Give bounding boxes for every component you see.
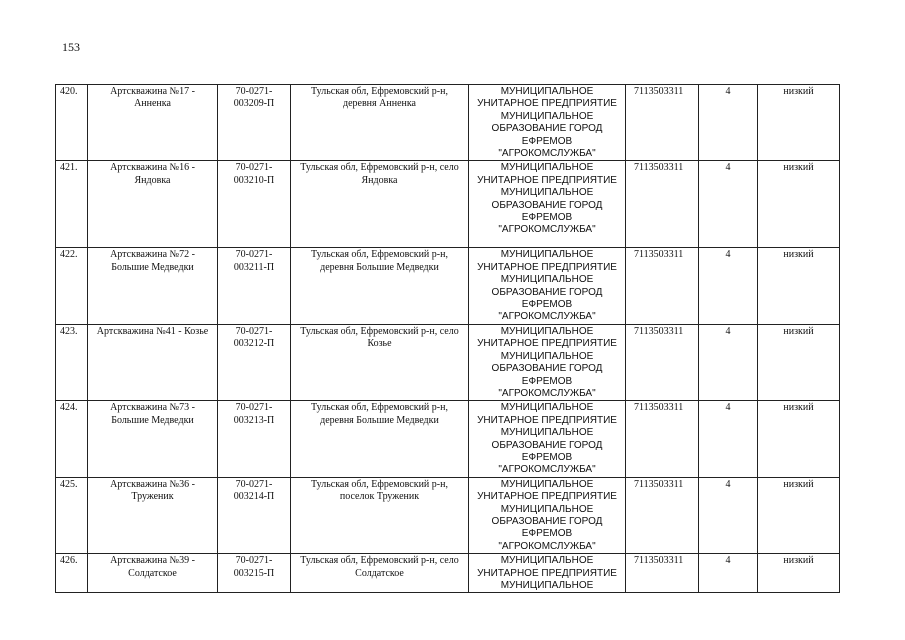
object-name: Артскважина №41 - Козье: [88, 324, 218, 400]
object-code: 70-0271-003212-П: [218, 324, 291, 400]
risk-level: низкий: [758, 161, 840, 248]
object-code: 70-0271-003209-П: [218, 85, 291, 161]
risk-level: низкий: [758, 248, 840, 324]
object-category: 4: [699, 161, 758, 248]
object-code: 70-0271-003211-П: [218, 248, 291, 324]
operator-name: МУНИЦИПАЛЬНОЕ УНИТАРНОЕ ПРЕДПРИЯТИЕ МУНИЦИПАЛЬНОЕ ОБРАЗОВАНИЕ ГОРОД ЕФРЕМОВ "АГРОКОМСЛУЖБА": [469, 324, 626, 400]
operator-inn: 7113503311: [626, 554, 699, 593]
operator-inn: 7113503311: [626, 477, 699, 553]
page-number: 153: [62, 40, 80, 54]
row-number: 420.: [56, 85, 88, 161]
object-name: Артскважина №39 - Солдатское: [88, 554, 218, 593]
operator-name: МУНИЦИПАЛЬНОЕ УНИТАРНОЕ ПРЕДПРИЯТИЕ МУНИЦИПАЛЬНОЕ ОБРАЗОВАНИЕ ГОРОД ЕФРЕМОВ "АГРОКОМСЛУЖБА": [469, 401, 626, 477]
object-code: 70-0271-003214-П: [218, 477, 291, 553]
object-code: 70-0271-003210-П: [218, 161, 291, 248]
object-name: Артскважина №17 - Анненка: [88, 85, 218, 161]
row-number: 423.: [56, 324, 88, 400]
operator-name: МУНИЦИПАЛЬНОЕ УНИТАРНОЕ ПРЕДПРИЯТИЕ МУНИЦИПАЛЬНОЕ ОБРАЗОВАНИЕ ГОРОД ЕФРЕМОВ "АГРОКОМСЛУЖБА": [469, 248, 626, 324]
operator-inn: 7113503311: [626, 324, 699, 400]
operator-inn: 7113503311: [626, 85, 699, 161]
object-address: Тульская обл, Ефремовский р-н, село Солдатское: [291, 554, 469, 593]
operator-inn: 7113503311: [626, 248, 699, 324]
object-category: 4: [699, 477, 758, 553]
object-address: Тульская обл, Ефремовский р-н, деревня Большие Медведки: [291, 248, 469, 324]
object-name: Артскважина №73 - Большие Медведки: [88, 401, 218, 477]
object-category: 4: [699, 554, 758, 593]
row-number: 422.: [56, 248, 88, 324]
operator-inn: 7113503311: [626, 161, 699, 248]
table-row: [56, 477, 840, 553]
object-category: 4: [699, 401, 758, 477]
operator-name: МУНИЦИПАЛЬНОЕ УНИТАРНОЕ ПРЕДПРИЯТИЕ МУНИЦИПАЛЬНОЕ ОБРАЗОВАНИЕ ГОРОД ЕФРЕМОВ "АГРОКОМСЛУЖБА": [469, 477, 626, 553]
row-number: 426.: [56, 554, 88, 593]
table-row: [56, 401, 840, 477]
table-row: [56, 161, 840, 248]
risk-level: низкий: [758, 554, 840, 593]
operator-inn: 7113503311: [626, 401, 699, 477]
table-row: [56, 248, 840, 324]
operator-name: МУНИЦИПАЛЬНОЕ УНИТАРНОЕ ПРЕДПРИЯТИЕ МУНИЦИПАЛЬНОЕ ОБРАЗОВАНИЕ ГОРОД ЕФРЕМОВ "АГРОКОМСЛУЖБА": [469, 85, 626, 161]
operator-name: МУНИЦИПАЛЬНОЕ УНИТАРНОЕ ПРЕДПРИЯТИЕ МУНИЦИПАЛЬНОЕ ОБРАЗОВАНИЕ ГОРОД ЕФРЕМОВ "АГРОКОМСЛУЖБА": [469, 161, 626, 248]
object-code: 70-0271-003215-П: [218, 554, 291, 593]
risk-level: низкий: [758, 401, 840, 477]
object-category: 4: [699, 248, 758, 324]
row-number: 421.: [56, 161, 88, 248]
table-row: [56, 85, 840, 161]
risk-level: низкий: [758, 477, 840, 553]
object-address: Тульская обл, Ефремовский р-н, село Козье: [291, 324, 469, 400]
table-row: [56, 324, 840, 400]
object-code: 70-0271-003213-П: [218, 401, 291, 477]
risk-level: низкий: [758, 324, 840, 400]
object-address: Тульская обл, Ефремовский р-н, село Яндовка: [291, 161, 469, 248]
table-row: [56, 554, 840, 593]
registry-table: [55, 84, 840, 593]
operator-name: МУНИЦИПАЛЬНОЕ УНИТАРНОЕ ПРЕДПРИЯТИЕ МУНИЦИПАЛЬНОЕ: [469, 554, 626, 593]
object-name: Артскважина №16 - Яндовка: [88, 161, 218, 248]
risk-level: низкий: [758, 85, 840, 161]
object-category: 4: [699, 324, 758, 400]
object-name: Артскважина №36 - Труженик: [88, 477, 218, 553]
object-address: Тульская обл, Ефремовский р-н, поселок Труженик: [291, 477, 469, 553]
row-number: 424.: [56, 401, 88, 477]
object-address: Тульская обл, Ефремовский р-н, деревня Анненка: [291, 85, 469, 161]
object-address: Тульская обл, Ефремовский р-н, деревня Большие Медведки: [291, 401, 469, 477]
row-number: 425.: [56, 477, 88, 553]
object-category: 4: [699, 85, 758, 161]
object-name: Артскважина №72 - Большие Медведки: [88, 248, 218, 324]
